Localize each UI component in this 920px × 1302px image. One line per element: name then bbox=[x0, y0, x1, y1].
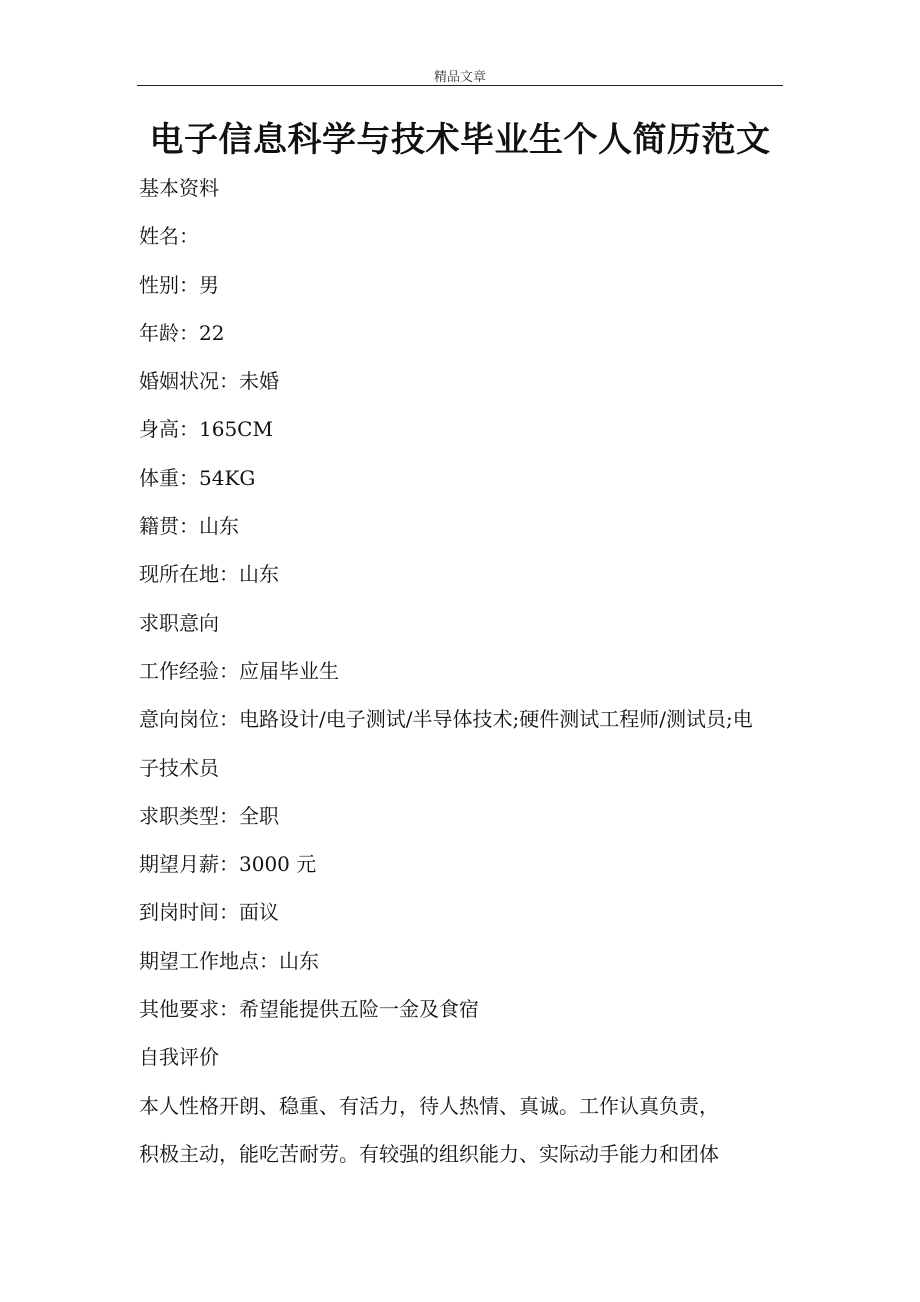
document-title: 电子信息科学与技术毕业生个人简历范文 bbox=[149, 120, 771, 160]
field-start-time: 到岗时间：面议 bbox=[139, 900, 279, 925]
field-marital-status: 婚姻状况：未婚 bbox=[139, 369, 279, 394]
page-header: 精品文章 bbox=[433, 70, 486, 85]
field-target-position-continued: 子技术员 bbox=[139, 755, 219, 780]
field-weight: 体重：54KG bbox=[139, 465, 256, 490]
section-heading-self-evaluation: 自我评价 bbox=[139, 1045, 219, 1070]
document-body bbox=[139, 164, 809, 1178]
field-age: 年龄：22 bbox=[139, 320, 225, 345]
section-heading-basic-info: 基本资料 bbox=[139, 176, 219, 200]
field-work-experience: 工作经验：应届毕业生 bbox=[139, 658, 339, 683]
self-evaluation-line-2: 积极主动，能吃苦耐劳。有较强的组织能力、实际动手能力和团体 bbox=[139, 1141, 719, 1166]
field-target-position: 意向岗位：电路设计/电子测试/半导体技术;硬件测试工程师/测试员;电 bbox=[139, 707, 753, 732]
field-gender: 性别：男 bbox=[139, 272, 219, 297]
field-current-location: 现所在地：山东 bbox=[139, 562, 279, 587]
field-expected-salary: 期望月薪：3000 元 bbox=[139, 852, 317, 877]
header-divider bbox=[137, 85, 783, 86]
field-job-type: 求职类型：全职 bbox=[139, 803, 279, 828]
section-heading-job-intent: 求职意向 bbox=[139, 610, 219, 635]
field-native-place: 籍贯：山东 bbox=[139, 514, 239, 539]
field-other-requirements: 其他要求：希望能提供五险一金及食宿 bbox=[139, 997, 479, 1022]
field-height: 身高：165CM bbox=[139, 417, 273, 442]
field-name: 姓名： bbox=[139, 224, 199, 249]
self-evaluation-line-1: 本人性格开朗、稳重、有活力，待人热情、真诚。工作认真负责， bbox=[139, 1093, 719, 1118]
field-expected-work-location: 期望工作地点：山东 bbox=[139, 948, 319, 973]
